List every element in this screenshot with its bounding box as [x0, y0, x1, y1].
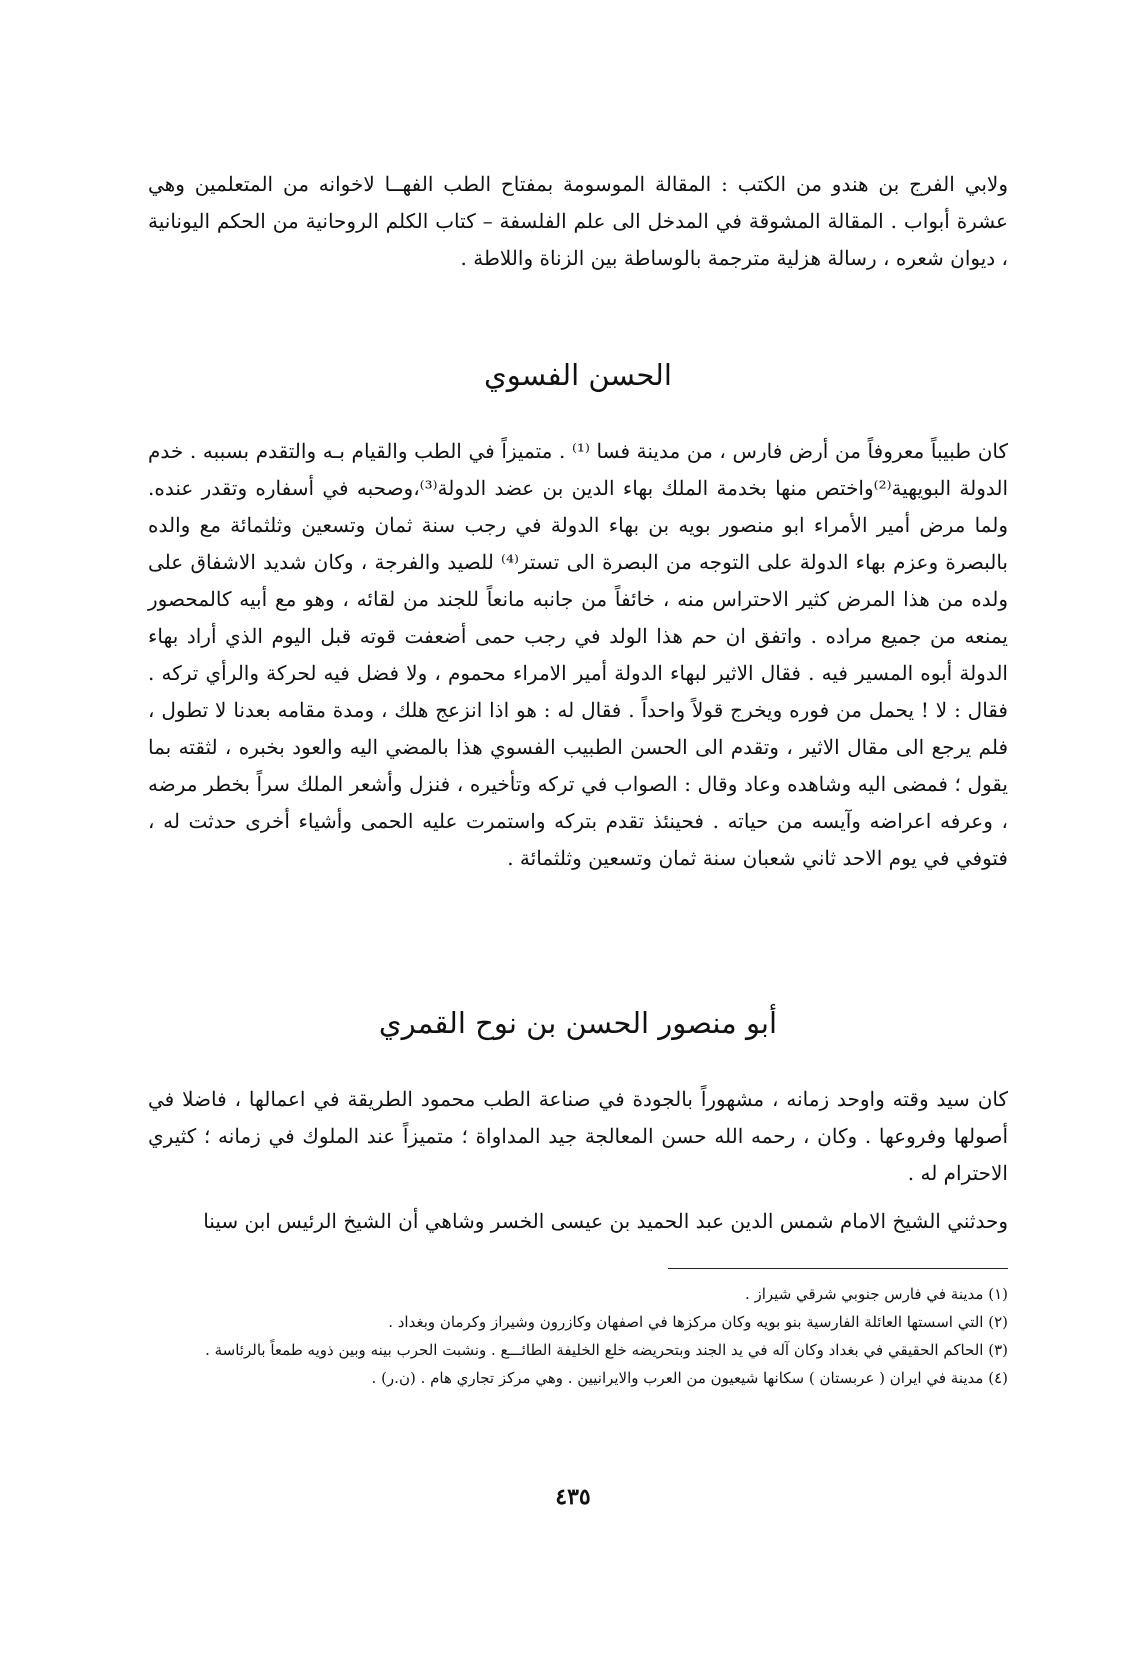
page-number: ٤٣٥ [555, 1484, 591, 1510]
section-paragraph-abu-mansur-2: وحدثني الشيخ الامام شمس الدين عبد الحميد بن عيسى الخسر وشاهي أن الشيخ الرئيس ابن سينا [203, 1209, 1008, 1233]
intro-paragraph: ولابي الفرج بن هندو من الكتب : المقالة الموسومة بمفتاح الطب الفهــا لاخوانه من المتعلمين وهي عشرة أبواب . المقالة المشوقة في المدخل الى علم الفلسفة – كتاب الكلم الروحانية من الحكم اليونانية ، ديوان شعره ، رسالة هزلية مترجمة بالوساطة بين الزناة واللاطة . [148, 172, 1008, 270]
footnote-1: (١) مدينة في فارس جنوبي شرقي شيراز . [744, 1285, 1008, 1303]
footnotes [148, 1280, 1008, 1392]
section-paragraph-abu-mansur-1: كان سيد وقته واوحد زمانه ، مشهوراً بالجودة في صناعة الطب محمود الطريقة في اعمالها ، فاضلا في أصولها وفروعها . وكان ، رحمه الله حسن المعالجة جيد المداواة ؛ متميزاً عند الملوك في زمانه ؛ كثيري الاحترام له . [148, 1087, 1008, 1185]
footnote-3: (٣) الحاكم الحقيقي في بغداد وكان آله في يد الجند وبتحريضه خلع الخليفة الطائـــع . ونشبت الحرب بينه وبين ذويه طمعاً بالرئاسة . [205, 1341, 1008, 1359]
footnote-divider [668, 1268, 1008, 1269]
section-paragraph-hasan-fasawi: كان طبيباً معروفاً من أرض فارس ، من مدينة فسا ⁽¹⁾ . متميزاً في الطب والقيام بـه والتقدم بسببه . خدم الدولة البويهية⁽²⁾واختص منها بخدمة الملك بهاء الدين بن عضد الدولة⁽³⁾،وصحبه في أسفاره وتقدر عنده. ولما مرض أمير الأمراء ابو منصور بويه بن بهاء الدولة في رجب سنة ثمان وتسعين وثلثمائة مع والده بالبصرة وعزم بهاء الدولة على التوجه من البصرة الى تستر⁽⁴⁾ للصيد والفرجة ، وكان شديد الاشفاق على ولده من هذا المرض كثير الاحتراس منه ، خائفاً من جانبه مانعاً للجند من لقائه ، وهو مع أبيه كالمحصور يمنعه من جميع مراده . واتفق ان حم هذا الولد في رجب حمى أضعفت قوته قبل اليوم الذي أراد بهاء الدولة أبوه المسير فيه . فقال الاثير لبهاء الدولة أمير الامراء محموم ، ولا فضل فيه لحركة والرأي تركه . فقال : لا ! يحمل من فوره ويخرج قولاً واحداً . فقال له : هو اذا انزعج هلك ، ومدة مقامه بعدنا لا تطول ، فلم يرجع الى مقال الاثير ، وتقدم الى الحسن الطبيب الفسوي هذا بالمضي اليه والعود بخبره ، لثقته بما يقول ؛ فمضى اليه وشاهده وعاد وقال : الصواب في تركه وتأخيره ، فنزل وأشعر الملك سراً بخطر مرضه ، وعرفه اعراضه وآيسه من حياته . فحينئذ تقدم بتركه واستمرت عليه الحمى وأشياء أخرى حدثت له ، فتوفي في يوم الاحد ثاني شعبان سنة ثمان وتسعين وثلثمائة . [148, 439, 1009, 870]
footnote-4: (٤) مدينة في ايران ( عربستان ) سكانها شيعيون من العرب والايرانيين . وهي مركز تجاري هام . (ن.ر) . [371, 1369, 1008, 1387]
section-heading-hasan-fasawi: الحسن الفسوي [484, 358, 672, 392]
footnote-2: (٢) التي اسستها العائلة الفارسية بنو بويه وكان مركزها في اصفهان وكازرون وشيراز وكرمان وبغداد . [388, 1313, 1008, 1331]
section-heading-abu-mansur-qamari: أبو منصور الحسن بن نوح القمري [378, 1006, 778, 1040]
